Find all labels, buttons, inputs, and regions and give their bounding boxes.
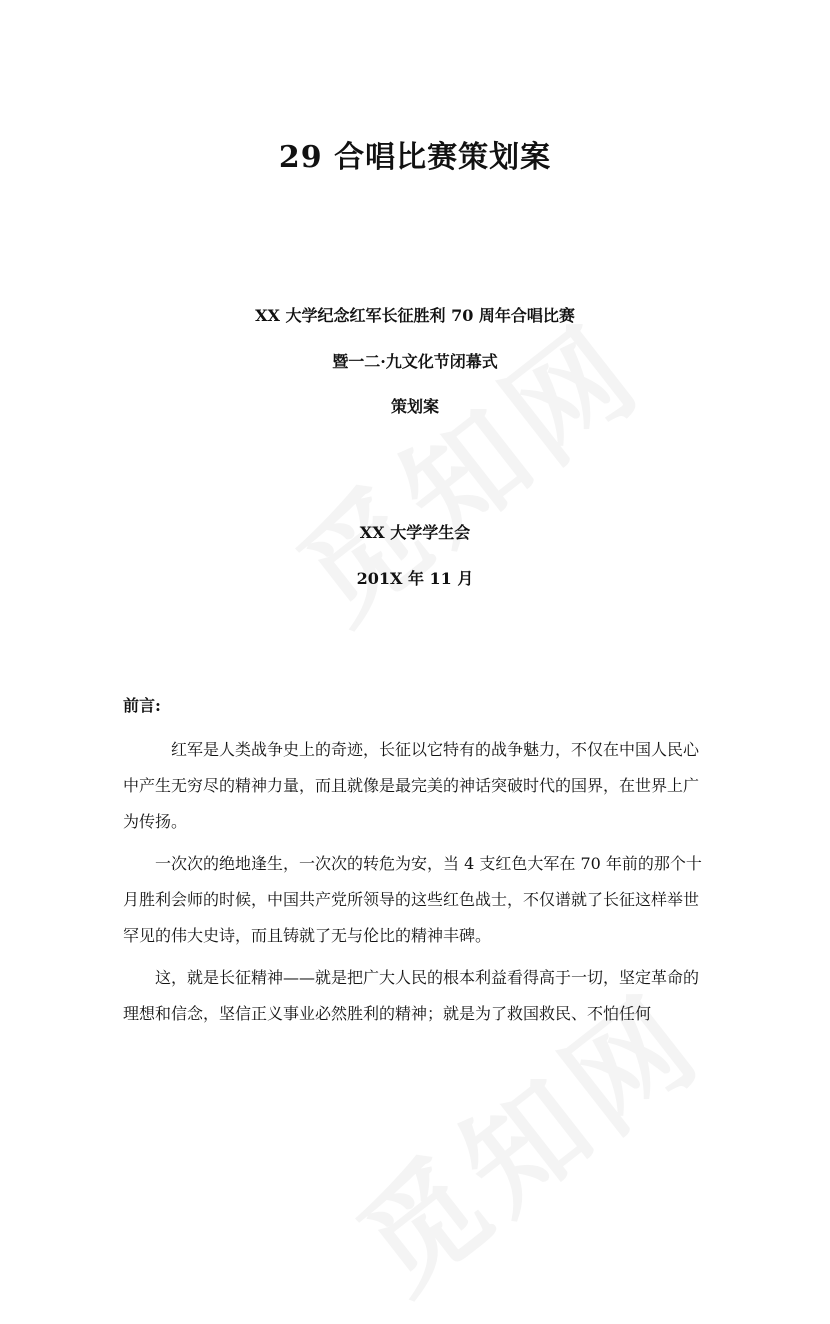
- page-title: 29 合唱比赛策划案: [278, 140, 552, 175]
- document-date: 201X 年 11 月: [356, 569, 474, 588]
- organizer: XX 大学学生会: [359, 523, 471, 542]
- paragraph: 红军是人类战争史上的奇迹，长征以它特有的战争魅力，不仅在中国人民心中产生无穷尽的精神力量，而且就像是最完美的神话突破时代的国界，在世界上广为传扬。: [123, 740, 700, 831]
- watermark-text: [258, 278, 671, 654]
- paragraph: 这，就是长征精神——就是把广大人民的根本利益看得高于一切，坚定革命的理想和信念，坚信正义事业必然胜利的精神；就是为了救国救民、不怕任何: [123, 968, 700, 1023]
- cover-title-line-2: 暨一二·九文化节闭幕式: [332, 352, 498, 371]
- paragraph: 一次次的绝地逢生，一次次的转危为安，当 4 支红色大军在 70 年前的那个十月胜利会师的时候，中国共产党所领导的这些红色战士，不仅谱就了长征这样举世罕见的伟大史诗，而且铸就了无与伦比的精神丰碑。: [123, 854, 702, 945]
- cover-title-line-3: 策划案: [390, 397, 439, 416]
- cover-title-line-1: XX 大学纪念红军长征胜利 70 周年合唱比赛: [255, 306, 575, 325]
- preface-body: [123, 732, 713, 1038]
- preface-heading: 前言:: [123, 696, 161, 715]
